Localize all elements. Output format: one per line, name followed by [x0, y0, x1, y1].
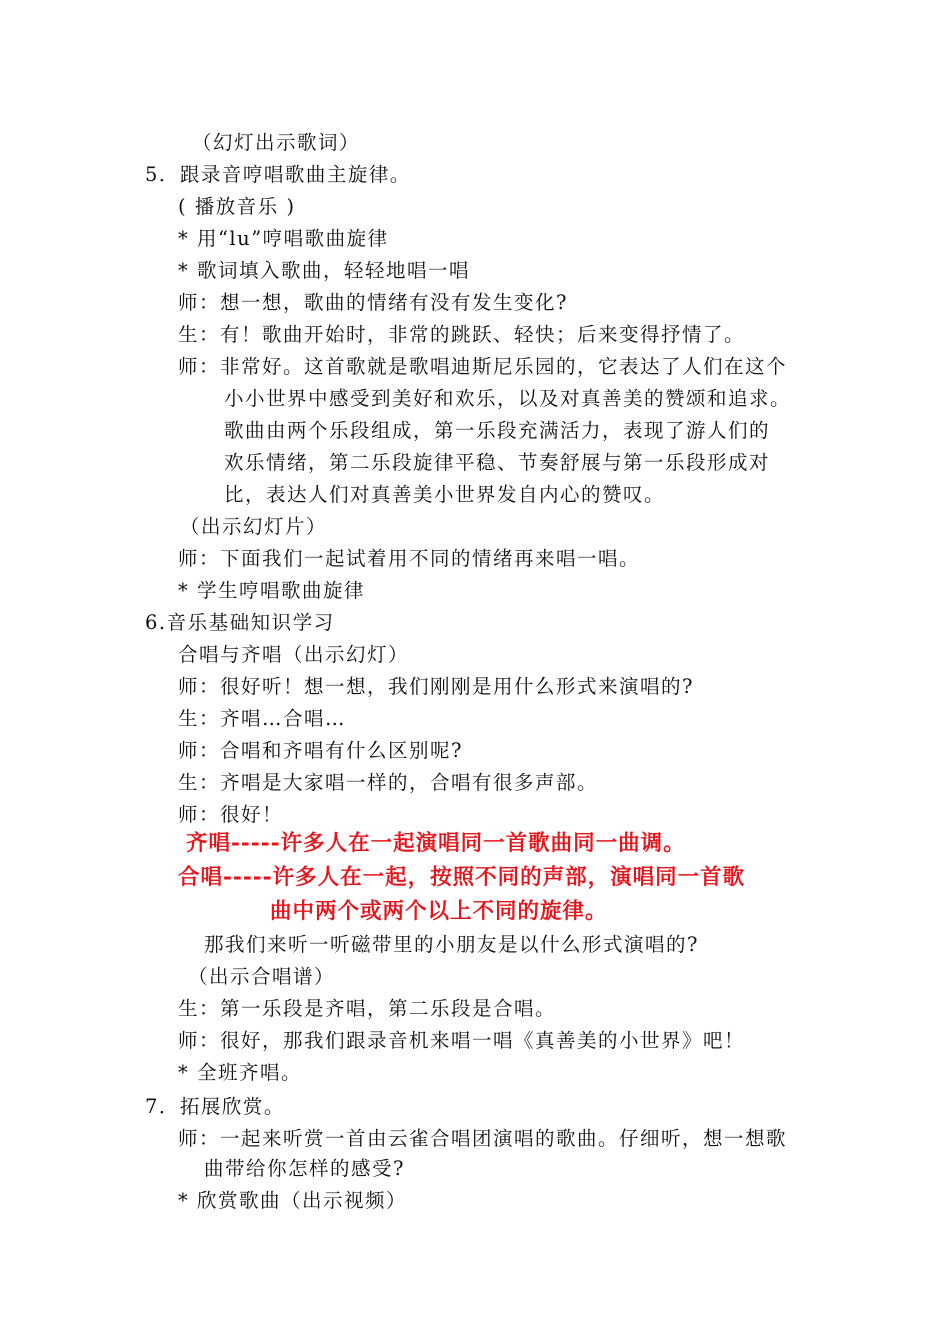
text-line: （幻灯出示歌词） [192, 131, 361, 154]
section-heading: 7．拓展欣赏。 [145, 1095, 285, 1118]
text-line: 师：很好！ [178, 803, 284, 826]
definition-chorus-cont: 曲中两个或两个以上不同的旋律。 [270, 899, 608, 924]
text-line: 生：有！歌曲开始时，非常的跳跃、轻快；后来变得抒情了。 [178, 323, 746, 346]
text-line: 师：合唱和齐唱有什么区别呢? [178, 739, 463, 762]
text-line: 生：齐唱…合唱… [178, 707, 347, 730]
text-line: （出示幻灯片） [180, 515, 328, 538]
text-line: 师：想一想，歌曲的情绪有没有发生变化? [178, 291, 568, 314]
text-line: 歌曲由两个乐段组成，第一乐段充满活力，表现了游人们的 [224, 419, 771, 442]
text-line: 生：齐唱是大家唱一样的，合唱有很多声部。 [178, 771, 599, 794]
text-line: 生：第一乐段是齐唱，第二乐段是合唱。 [178, 997, 557, 1020]
text-line: ( 播放音乐 ) [178, 195, 296, 218]
text-line: * 全班齐唱。 [178, 1061, 302, 1084]
text-line: 合唱与齐唱（出示幻灯） [178, 643, 410, 666]
text-line: * 学生哼唱歌曲旋律 [178, 579, 365, 602]
text-line: 小小世界中感受到美好和欢乐，以及对真善美的赞颂和追求。 [224, 387, 792, 410]
definition-chorus: 合唱-----许多人在一起，按照不同的声部，演唱同一首歌 [178, 865, 746, 890]
definition-unison: 齐唱-----许多人在一起演唱同一首歌曲同一曲调。 [186, 831, 686, 856]
text-line: * 用“lu”哼唱歌曲旋律 [178, 227, 389, 250]
text-line: 欢乐情绪，第二乐段旋律平稳、节奏舒展与第一乐段形成对 [224, 451, 771, 474]
text-line: 曲带给你怎样的感受? [204, 1157, 405, 1180]
text-line: 师：很好听！想一想，我们刚刚是用什么形式来演唱的? [178, 675, 694, 698]
section-heading: 5．跟录音哼唱歌曲主旋律。 [145, 163, 411, 186]
text-line: * 歌词填入歌曲，轻轻地唱一唱 [178, 259, 470, 282]
text-line: 师：很好，那我们跟录音机来唱一唱《真善美的小世界》吧！ [178, 1029, 746, 1052]
text-line: 师：非常好。这首歌就是歌唱迪斯尼乐园的，它表达了人们在这个 [178, 355, 788, 378]
section-heading: 6.音乐基础知识学习 [145, 611, 335, 634]
text-line: 比，表达人们对真善美小世界发自内心的赞叹。 [224, 483, 666, 506]
text-line: 师：下面我们一起试着用不同的情绪再来唱一唱。 [178, 547, 641, 570]
text-line: 那我们来听一听磁带里的小朋友是以什么形式演唱的? [204, 933, 699, 956]
text-line: 师：一起来听赏一首由云雀合唱团演唱的歌曲。仔细听，想一想歌 [178, 1127, 788, 1150]
text-line: * 欣赏歌曲（出示视频） [178, 1189, 407, 1212]
text-line: （出示合唱谱） [188, 965, 336, 988]
